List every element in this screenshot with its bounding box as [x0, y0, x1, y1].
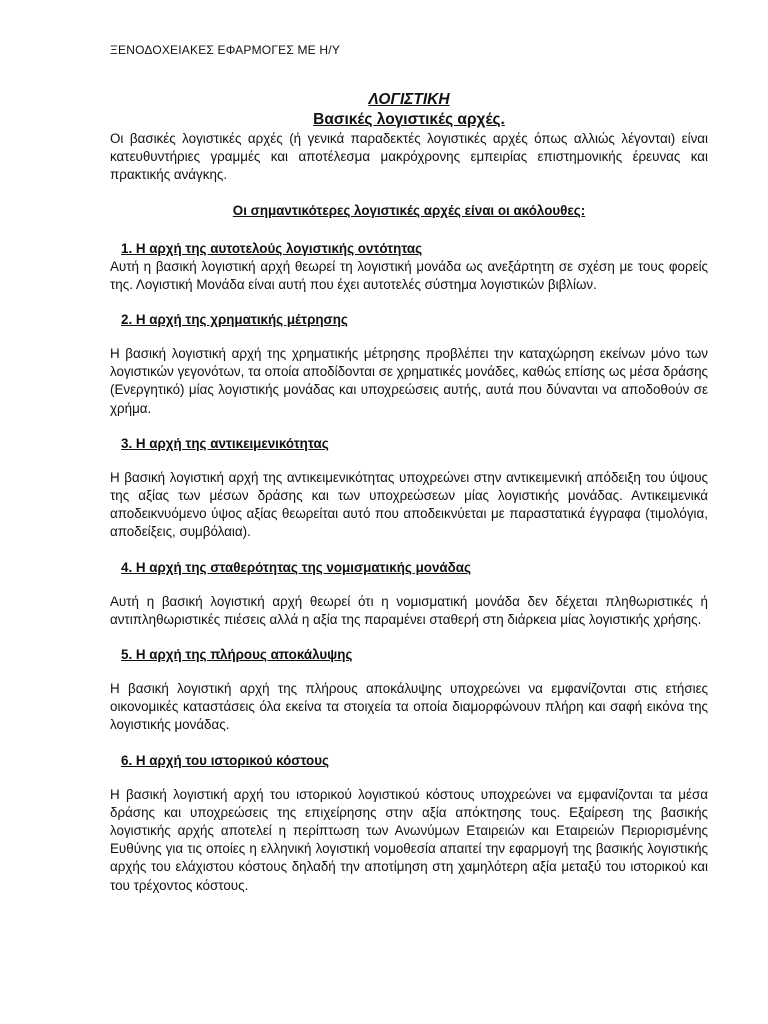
- principle-heading: 6. Η αρχή του ιστορικού κόστους: [121, 752, 329, 768]
- intro-paragraph: Οι βασικές λογιστικές αρχές (ή γενικά παραδεκτές λογιστικές αρχές όπως αλλιώς λέγονται) είναι κατευθυντήριες γραμμές και αποτέλεσμα μακρόχρονης εμπειρίας επιστημονικής έρευνας και πρακτικής ανάγκης.: [110, 131, 708, 183]
- principle-section-6: [110, 752, 708, 895]
- paragraph-gap: [110, 453, 708, 469]
- principles-list-heading: Οι σημαντικότερες λογιστικές αρχές είναι οι ακόλουθες:: [232, 202, 586, 218]
- document-title: ΛΟΓΙΣΤΙΚΗ: [368, 91, 450, 108]
- principle-text: Η βασική λογιστική αρχή της πλήρους αποκάλυψης υποχρεώνει να εμφανίζονται στις ετήσιες οικονομικές καταστάσεις όλα εκείνα τα στοιχεία τα οποία διαμορφώνουν πλήρη και σαφή εικόνα της λογιστικής μονάδας.: [110, 681, 708, 733]
- principle-text: Η βασική λογιστική αρχή της χρηματικής μέτρησης προβλέπει την καταχώρηση εκείνων μόνο των λογιστικών γεγονότων, τα οποία αποδίδονται σε χρηματικές μονάδες, καθώς επίσης ως μέσα δράσης (Ενεργητικό) μίας λογιστικής μονάδας και υποχρεώσεις αυτής, αυτά που δύνανται να αποδοθούν σε χρήμα.: [110, 346, 708, 416]
- paragraph-gap: [110, 664, 708, 680]
- paragraph-gap: [110, 577, 708, 593]
- principle-heading: 3. Η αρχή της αντικειμενικότητας: [121, 435, 329, 451]
- principle-text: Η βασική λογιστική αρχή της αντικειμενικότητας υποχρεώνει στην αντικειμενική απόδειξη του ύψους της αξίας των μέσων δράσης και των υποχρεώσεων μίας λογιστικής μονάδας. Αντικειμενικά αποδεικνυόμενο ύψος αξίας θεωρείται αυτό που αποδεικνύεται με παραστατικά έγγραφα (τιμολόγια, αποδείξεις, συμβόλαια).: [110, 469, 708, 540]
- paragraph-gap: [110, 770, 708, 786]
- principle-section-1: [110, 240, 708, 294]
- principle-text: Αυτή η βασική λογιστική αρχή θεωρεί ότι η νομισματική μονάδα δεν δέχεται πληθωριστικές ή αντιπληθωριστικές πιέσεις αλλά η αξία της παραμένει σταθερή στη διάρκεια μίας λογιστικής χρήσης.: [110, 593, 708, 627]
- principle-section-3: [110, 435, 708, 542]
- principle-section-4: [110, 559, 708, 629]
- principle-section-2: [110, 311, 708, 418]
- document-body: [110, 90, 708, 895]
- principle-heading: 2. Η αρχή της χρηματικής μέτρησης: [121, 312, 348, 328]
- document-subtitle: Βασικές λογιστικές αρχές.: [313, 111, 505, 128]
- paragraph-gap: [110, 329, 708, 345]
- principle-heading: 5. Η αρχή της πλήρους αποκάλυψης: [121, 647, 353, 663]
- principle-heading: 1. Η αρχή της αυτοτελούς λογιστικής οντότητας: [121, 240, 423, 256]
- running-header: ΞΕΝΟΔΟΧΕΙΑΚΕΣ ΕΦΑΡΜΟΓΕΣ ΜΕ Η/Υ: [110, 43, 341, 57]
- principle-section-5: [110, 646, 708, 735]
- principle-text: Η βασική λογιστική αρχή του ιστορικού λογιστικού κόστους υποχρεώνει να εμφανίζονται τα μέσα δράσης και υποχρεώσεις της επιχείρησης στην αξία απόκτησης τους. Εξαίρεση της βασικής λογιστικής αρχής αποτελεί η περίπτωση των Ανωνύμων Εταιρειών και Εταιρειών Περιορισμένης Ευθύνης για τις οποίες η ελληνική λογιστική νομοθεσία απαιτεί την εφαρμογή της βασικής λογιστικής αρχής του ελάχιστου κόστους δηλαδή την αποτίμηση στη χαμηλότερη αξία μεταξύ του ιστορικού και του τρέχοντος κόστους.: [110, 786, 708, 893]
- principle-text: Αυτή η βασική λογιστική αρχή θεωρεί τη λογιστική μονάδα ως ανεξάρτητη σε σχέση με τους φορείς της. Λογιστική Μονάδα είναι αυτή που έχει αυτοτελές σύστημα λογιστικών βιβλίων.: [110, 258, 708, 292]
- principle-heading: 4. Η αρχή της σταθερότητας της νομισματικής μονάδας: [121, 559, 471, 575]
